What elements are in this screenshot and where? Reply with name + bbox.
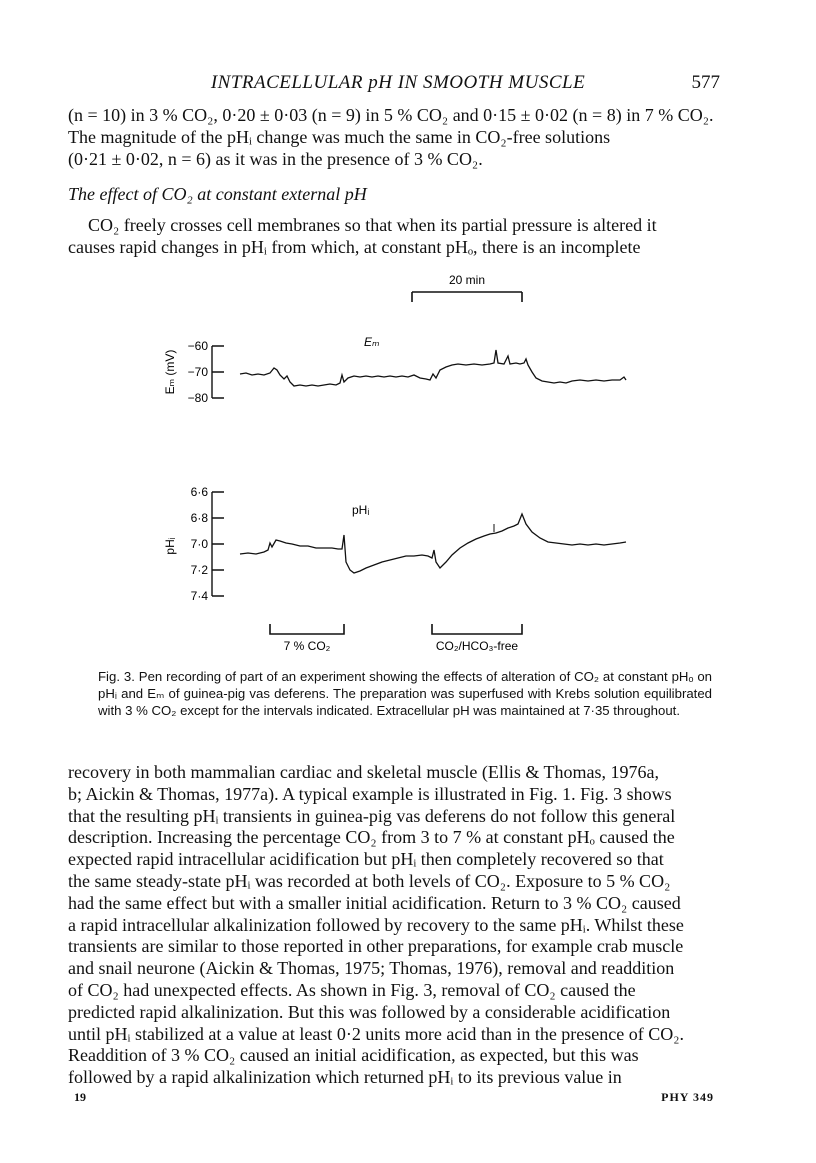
text-line: that the resulting pHᵢ transients in guinea-pig vas deferens do not follow this general [68, 805, 676, 826]
figure-3-recording [150, 262, 670, 667]
interval-bracket-7pct [270, 624, 344, 634]
ph-tick-label: 7·0 [190, 537, 208, 551]
paragraph-results [68, 104, 720, 170]
text-line: of CO₂ had unexpected effects. As shown in Fig. 3, removal of CO₂ caused the [68, 979, 636, 1000]
text-line: (0·21 ± 0·02, n = 6) as it was in the presence of 3 % CO₂. [68, 149, 483, 169]
page-number: 577 [691, 72, 720, 93]
text-line: predicted rapid alkalinization. But this was followed by a considerable acidification [68, 1001, 671, 1022]
text-line: recovery in both mammalian cardiac and skeletal muscle (Ellis & Thomas, 1976a, [68, 762, 659, 782]
ph-axis [212, 492, 224, 596]
paragraph-co2-intro [68, 214, 720, 258]
em-trace-label: Eₘ [364, 335, 380, 349]
em-axis-label: Eₘ (mV) [163, 349, 177, 395]
paragraph-body [68, 762, 720, 1089]
em-trace [240, 350, 626, 386]
interval-label-co2-free: CO₂/HCO₃-free [435, 639, 519, 653]
text-line: until pHᵢ stabilized at a value at least 0·2 units more acid than in the presence of CO₂. [68, 1023, 685, 1044]
section-heading: The effect of CO₂ at constant external pH [68, 184, 367, 204]
text-line: b; Aickin & Thomas, 1977a). A typical example is illustrated in Fig. 1. Fig. 3 shows [68, 783, 672, 804]
figure-3 [150, 262, 670, 667]
text-line: CO₂ freely crosses cell membranes so that when its partial pressure is altered it [88, 215, 657, 235]
text-line: a rapid intracellular alkalinization followed by recovery to the same pHᵢ. Whilst these [68, 914, 684, 935]
ph-trace-label: pHᵢ [352, 503, 370, 517]
em-tick-label: −80 [187, 391, 208, 405]
interval-bracket-co2-free [432, 624, 522, 634]
text-line: Readdition of 3 % CO₂ caused an initial acidification, as expected, but this was [68, 1045, 639, 1066]
ph-trace [240, 514, 626, 573]
em-tick-label: −60 [187, 339, 208, 353]
text-line: transients are similar to those reported in other preparations, for example crab muscle [68, 936, 684, 957]
text-line: The magnitude of the pHᵢ change was much the same in CO₂-free solutions [68, 127, 611, 147]
ph-axis-label: pHᵢ [163, 537, 177, 555]
text-line: followed by a rapid alkalinization which returned pHᵢ to its previous value in [68, 1067, 622, 1088]
time-scale-label: 20 min [448, 273, 486, 287]
text-line: (n = 10) in 3 % CO₂, 0·20 ± 0·03 (n = 9) in 5 % CO₂ and 0·15 ± 0·02 (n = 8) in 7 % CO₂. [68, 105, 714, 125]
ph-tick-label: 6·6 [190, 485, 208, 499]
running-title: INTRACELLULAR pH IN SMOOTH MUSCLE [210, 72, 586, 93]
text-line: the same steady-state pHᵢ was recorded at both levels of CO₂. Exposure to 5 % CO₂ [68, 870, 671, 891]
ph-tick-label: 6·8 [190, 511, 208, 525]
text-line: had the same effect but with a smaller initial acidification. Return to 3 % CO₂ caused [68, 892, 681, 913]
em-tick-label: −70 [187, 365, 208, 379]
ph-tick-label: 7·4 [190, 589, 208, 603]
text-line: description. Increasing the percentage CO₂ from 3 to 7 % at constant pHₒ caused the [68, 827, 675, 848]
em-axis [212, 346, 224, 398]
text-line: causes rapid changes in pHᵢ from which, at constant pHₒ, there is an incomplete [68, 237, 641, 257]
journal-code: PHY 349 [661, 1090, 714, 1104]
interval-label-7pct: 7 % CO₂ [283, 639, 331, 653]
figure-caption: Fig. 3. Pen recording of part of an experiment showing the effects of alteration of CO₂ at constant pHₒ on pHᵢ and Eₘ of guinea-pig vas deferens. The preparation was superfused with Krebs solution equilibrated with 3 % CO₂ except for the intervals indicated. Extracellular pH was maintained at 7·35 throughout. [98, 669, 712, 718]
running-header [68, 70, 720, 98]
signature-number: 19 [74, 1090, 86, 1104]
time-scale-bar [412, 292, 522, 302]
text-line: and snail neurone (Aickin & Thomas, 1975; Thomas, 1976), removal and readdition [68, 958, 675, 979]
text-line: expected rapid intracellular acidification but pHᵢ then completely recovered so that [68, 849, 664, 870]
ph-tick-label: 7·2 [190, 563, 208, 577]
